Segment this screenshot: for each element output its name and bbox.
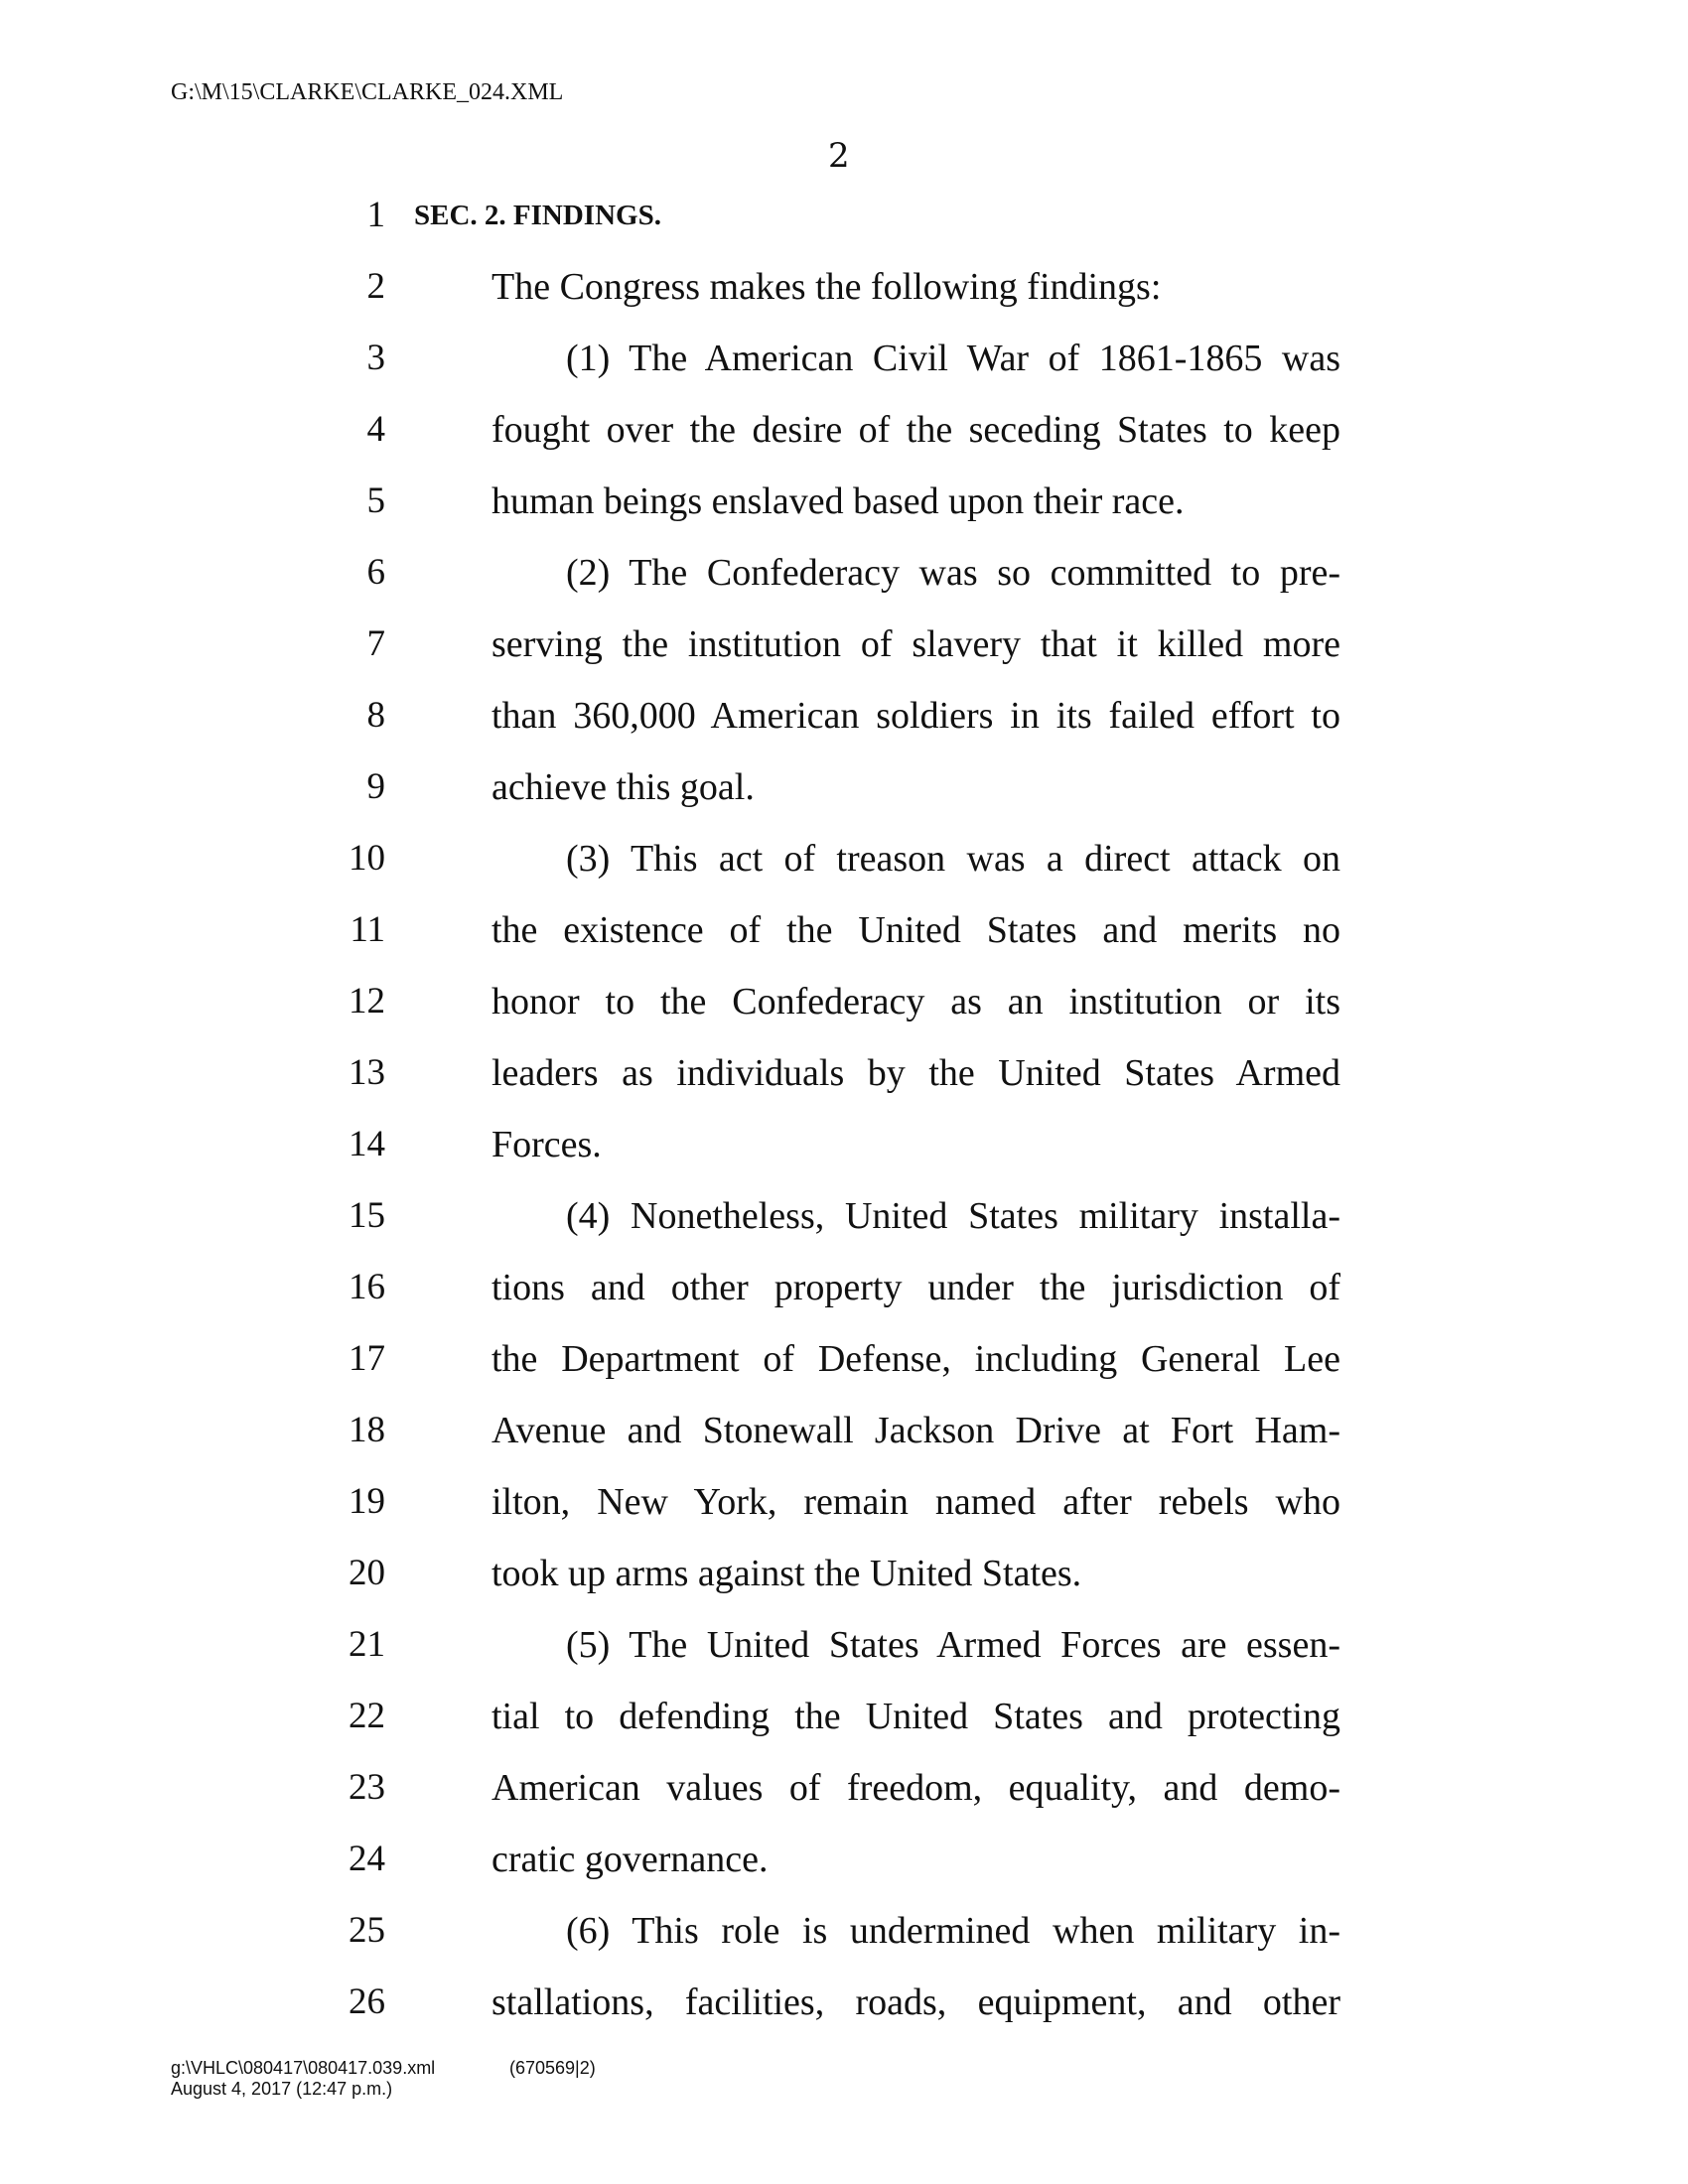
document-line (0, 1689, 1688, 1760)
document-line (0, 1117, 1688, 1188)
line-number: 13 (349, 1052, 385, 1093)
section-heading: SEC. 2. FINDINGS. (414, 200, 661, 231)
document-line (0, 616, 1688, 688)
line-number: 20 (349, 1553, 385, 1593)
document-line (0, 474, 1688, 545)
line-text: honor to the Confederacy as an institution or its (492, 981, 1340, 1023)
document-line (0, 1760, 1688, 1832)
line-text: achieve this goal. (492, 766, 755, 808)
line-number: 9 (366, 766, 385, 807)
line-text: fought over the desire of the seceding States to keep (492, 409, 1340, 451)
document-line (0, 1260, 1688, 1331)
footer-timestamp: August 4, 2017 (12:47 p.m.) (171, 2079, 393, 2099)
line-number: 24 (349, 1839, 385, 1879)
document-line (0, 902, 1688, 974)
line-number: 21 (349, 1624, 385, 1665)
line-text: (5) The United States Armed Forces are essen- (566, 1624, 1340, 1666)
line-number: 15 (349, 1195, 385, 1236)
line-number: 10 (349, 838, 385, 879)
line-text: tial to defending the United States and protecting (492, 1696, 1340, 1737)
line-number: 17 (349, 1338, 385, 1379)
line-text: human beings enslaved based upon their race. (492, 480, 1185, 522)
footer (171, 2058, 596, 2100)
line-text: (2) The Confederacy was so committed to pre- (566, 552, 1340, 594)
line-text: (6) This role is undermined when military in- (566, 1910, 1340, 1952)
document-line (0, 259, 1688, 331)
line-number: 25 (349, 1910, 385, 1951)
document-line (0, 1331, 1688, 1403)
document-line (0, 331, 1688, 402)
line-text: The Congress makes the following findings: (492, 266, 1162, 308)
line-text: tions and other property under the jurisdiction of (492, 1267, 1340, 1308)
document-line (0, 188, 1688, 259)
line-number: 12 (349, 981, 385, 1022)
line-number: 6 (366, 552, 385, 593)
document-line (0, 1474, 1688, 1546)
line-number: 18 (349, 1410, 385, 1450)
line-text: the Department of Defense, including General Lee (492, 1338, 1340, 1380)
line-number: 2 (366, 266, 385, 307)
line-number: 22 (349, 1696, 385, 1736)
document-line (0, 1188, 1688, 1260)
line-number: 26 (349, 1981, 385, 2022)
line-text: than 360,000 American soldiers in its failed effort to (492, 695, 1340, 737)
line-text: ilton, New York, remain named after rebels who (492, 1481, 1340, 1523)
line-number: 5 (366, 480, 385, 521)
line-text: (4) Nonetheless, United States military installa- (566, 1195, 1340, 1237)
line-number: 11 (350, 909, 385, 950)
document-line (0, 1975, 1688, 2046)
line-text: took up arms against the United States. (492, 1553, 1082, 1594)
document-line (0, 759, 1688, 831)
line-number: 19 (349, 1481, 385, 1522)
file-path-header: G:\M\15\CLARKE\CLARKE_024.XML (171, 79, 564, 105)
line-text: serving the institution of slavery that it killed more (492, 623, 1340, 665)
document-line (0, 1546, 1688, 1617)
line-text: leaders as individuals by the United States Armed (492, 1052, 1340, 1094)
document-line (0, 1045, 1688, 1117)
line-text: stallations, facilities, roads, equipment, and other (492, 1981, 1340, 2023)
line-text: (1) The American Civil War of 1861-1865 was (566, 338, 1340, 379)
line-text: the existence of the United States and merits no (492, 909, 1340, 951)
line-text: American values of freedom, equality, and demo- (492, 1767, 1340, 1809)
line-text: cratic governance. (492, 1839, 769, 1880)
line-number: 16 (349, 1267, 385, 1307)
line-number: 14 (349, 1124, 385, 1164)
line-text: Avenue and Stonewall Jackson Drive at Fort Ham- (492, 1410, 1340, 1451)
document-line (0, 1832, 1688, 1903)
footer-row (171, 2079, 435, 2100)
page-number: 2 (828, 136, 850, 176)
document-line (0, 974, 1688, 1045)
line-number: 1 (366, 195, 385, 235)
footer-file-path: g:\VHLC\080417\080417.039.xml (171, 2058, 436, 2078)
line-number: 23 (349, 1767, 385, 1808)
document-line (0, 1617, 1688, 1689)
document-line (0, 402, 1688, 474)
document-line (0, 545, 1688, 616)
document-line (0, 831, 1688, 902)
line-text: Forces. (492, 1124, 602, 1165)
line-number: 7 (366, 623, 385, 664)
line-text: (3) This act of treason was a direct attack on (566, 838, 1340, 880)
document-line (0, 1903, 1688, 1975)
document-line (0, 1403, 1688, 1474)
line-number: 3 (366, 338, 385, 378)
footer-job-id: (670569|2) (509, 2058, 596, 2078)
document-line (0, 688, 1688, 759)
line-number: 8 (366, 695, 385, 736)
line-number: 4 (366, 409, 385, 450)
footer-row (171, 2058, 596, 2079)
